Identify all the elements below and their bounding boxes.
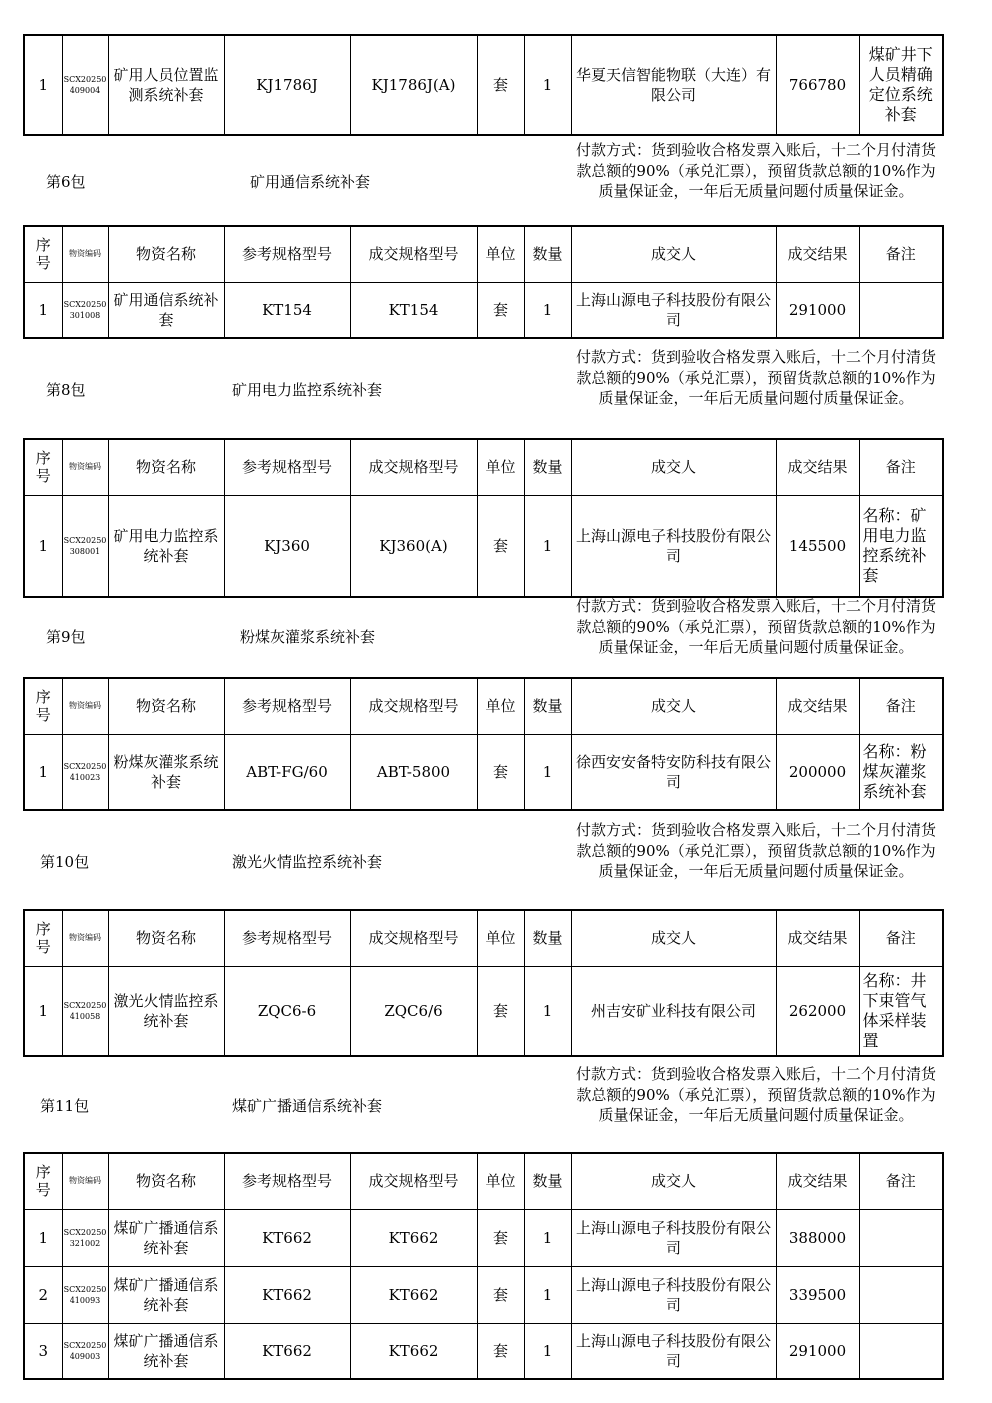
ref-spec: KT662 — [224, 1209, 350, 1266]
package-label: 第6包 — [46, 173, 86, 191]
row-no: 1 — [24, 282, 62, 338]
package-title: 矿用电力监控系统补套 — [232, 381, 383, 399]
header-result: 成交结果 — [776, 910, 859, 966]
unit: 套 — [477, 282, 524, 338]
material-name: 煤矿广播通信系统补套 — [108, 1266, 224, 1323]
ref-spec: KJ360 — [224, 495, 350, 597]
table-row — [24, 495, 943, 597]
header-unit: 单位 — [477, 439, 524, 495]
material-code: SCX20250 301008 — [62, 282, 108, 338]
row-no: 3 — [24, 1323, 62, 1379]
deal-spec: KT154 — [350, 282, 477, 338]
quantity: 1 — [524, 35, 571, 135]
deal-spec: KT662 — [350, 1266, 477, 1323]
payment-terms: 付款方式：货到验收合格发票入账后，十二个月付清货款总额的90%（承兑汇票），预留货款总额的10%作为质量保证金，一年后无质量问题付质量保证金。 — [575, 821, 936, 880]
payment-terms: 付款方式：货到验收合格发票入账后，十二个月付清货款总额的90%（承兑汇票），预留货款总额的10%作为质量保证金，一年后无质量问题付质量保证金。 — [575, 1065, 936, 1124]
payment-terms: 付款方式：货到验收合格发票入账后，十二个月付清货款总额的90%（承兑汇票），预留货款总额的10%作为质量保证金，一年后无质量问题付质量保证金。 — [575, 141, 936, 200]
header-ref-spec: 参考规格型号 — [224, 439, 350, 495]
material-name: 粉煤灰灌浆系统补套 — [108, 734, 224, 810]
ref-spec: ABT-FG/60 — [224, 734, 350, 810]
unit: 套 — [477, 966, 524, 1056]
deal-spec: KT662 — [350, 1209, 477, 1266]
material-name: 煤矿广播通信系统补套 — [108, 1209, 224, 1266]
table-row — [24, 282, 943, 338]
package-label: 第9包 — [46, 628, 86, 646]
ref-spec: KT662 — [224, 1323, 350, 1379]
table-row — [24, 1323, 943, 1379]
header-result: 成交结果 — [776, 1153, 859, 1209]
remark: 名称：矿用电力监控系统补套 — [859, 495, 943, 597]
header-remark: 备注 — [859, 439, 943, 495]
header-ref-spec: 参考规格型号 — [224, 678, 350, 734]
payment-terms: 付款方式：货到验收合格发票入账后，十二个月付清货款总额的90%（承兑汇票），预留货款总额的10%作为质量保证金，一年后无质量问题付质量保证金。 — [575, 348, 936, 407]
deal-party: 上海山源电子科技股份有限公司 — [571, 1209, 776, 1266]
header-result: 成交结果 — [776, 226, 859, 282]
header-qty: 数量 — [524, 678, 571, 734]
ref-spec: ZQC6-6 — [224, 966, 350, 1056]
unit: 套 — [477, 495, 524, 597]
header-remark: 备注 — [859, 678, 943, 734]
header-qty: 数量 — [524, 439, 571, 495]
quantity: 1 — [524, 734, 571, 810]
deal-spec: KJ1786J(A) — [350, 35, 477, 135]
remark: 名称：井下束管气体采样装置 — [859, 966, 943, 1056]
deal-spec: KT662 — [350, 1323, 477, 1379]
deal-result: 291000 — [776, 1323, 859, 1379]
deal-spec: ABT-5800 — [350, 734, 477, 810]
header-result: 成交结果 — [776, 439, 859, 495]
header-unit: 单位 — [477, 910, 524, 966]
material-code: SCX20250 410093 — [62, 1266, 108, 1323]
header-ref-spec: 参考规格型号 — [224, 1153, 350, 1209]
remark: 煤矿井下人员精确定位系统补套 — [859, 35, 943, 135]
material-name: 激光火情监控系统补套 — [108, 966, 224, 1056]
header-qty: 数量 — [524, 1153, 571, 1209]
header-qty: 数量 — [524, 226, 571, 282]
package-title: 激光火情监控系统补套 — [232, 853, 383, 871]
header-party: 成交人 — [571, 1153, 776, 1209]
header-name: 物资名称 — [108, 910, 224, 966]
material-code: SCX20250 410023 — [62, 734, 108, 810]
deal-result: 388000 — [776, 1209, 859, 1266]
header-unit: 单位 — [477, 678, 524, 734]
row-no: 1 — [24, 1209, 62, 1266]
package-table — [23, 1152, 944, 1380]
deal-spec: KJ360(A) — [350, 495, 477, 597]
deal-result: 262000 — [776, 966, 859, 1056]
header-unit: 单位 — [477, 226, 524, 282]
table-header-row — [24, 910, 943, 966]
row-no: 2 — [24, 1266, 62, 1323]
remark — [859, 282, 943, 338]
unit: 套 — [477, 1323, 524, 1379]
header-code: 物资编码 — [62, 226, 108, 282]
row-no: 1 — [24, 734, 62, 810]
header-name: 物资名称 — [108, 439, 224, 495]
table-header-row — [24, 1153, 943, 1209]
header-remark: 备注 — [859, 1153, 943, 1209]
material-code: SCX20250 321002 — [62, 1209, 108, 1266]
row-no: 1 — [24, 495, 62, 597]
header-remark: 备注 — [859, 226, 943, 282]
remark — [859, 1266, 943, 1323]
quantity: 1 — [524, 1323, 571, 1379]
header-no: 序号 — [24, 678, 62, 734]
header-party: 成交人 — [571, 439, 776, 495]
deal-spec: ZQC6/6 — [350, 966, 477, 1056]
quantity: 1 — [524, 282, 571, 338]
header-qty: 数量 — [524, 910, 571, 966]
material-code: SCX20250 410058 — [62, 966, 108, 1056]
deal-party: 徐西安安备特安防科技有限公司 — [571, 734, 776, 810]
header-no: 序号 — [24, 439, 62, 495]
table-row — [24, 966, 943, 1056]
header-code: 物资编码 — [62, 439, 108, 495]
package-title: 粉煤灰灌浆系统补套 — [240, 628, 376, 646]
header-no: 序号 — [24, 226, 62, 282]
header-code: 物资编码 — [62, 678, 108, 734]
header-no: 序号 — [24, 1153, 62, 1209]
deal-party: 华夏天信智能物联（大连）有限公司 — [571, 35, 776, 135]
material-name: 矿用电力监控系统补套 — [108, 495, 224, 597]
deal-party: 上海山源电子科技股份有限公司 — [571, 282, 776, 338]
header-no: 序号 — [24, 910, 62, 966]
ref-spec: KJ1786J — [224, 35, 350, 135]
remark: 名称：粉煤灰灌浆系统补套 — [859, 734, 943, 810]
remark — [859, 1209, 943, 1266]
header-party: 成交人 — [571, 678, 776, 734]
material-name: 煤矿广播通信系统补套 — [108, 1323, 224, 1379]
deal-result: 339500 — [776, 1266, 859, 1323]
header-result: 成交结果 — [776, 678, 859, 734]
deal-party: 上海山源电子科技股份有限公司 — [571, 495, 776, 597]
material-code: SCX20250 308001 — [62, 495, 108, 597]
ref-spec: KT154 — [224, 282, 350, 338]
package-table — [23, 909, 944, 1057]
ref-spec: KT662 — [224, 1266, 350, 1323]
unit: 套 — [477, 1266, 524, 1323]
payment-terms: 付款方式：货到验收合格发票入账后，十二个月付清货款总额的90%（承兑汇票），预留货款总额的10%作为质量保证金，一年后无质量问题付质量保证金。 — [575, 597, 936, 656]
material-code: SCX20250 409004 — [62, 35, 108, 135]
package-table — [23, 225, 944, 339]
table-header-row — [24, 226, 943, 282]
header-name: 物资名称 — [108, 1153, 224, 1209]
row-no: 1 — [24, 35, 62, 135]
deal-result: 291000 — [776, 282, 859, 338]
quantity: 1 — [524, 1209, 571, 1266]
quantity: 1 — [524, 966, 571, 1056]
package-title: 矿用通信系统补套 — [250, 173, 371, 191]
header-party: 成交人 — [571, 226, 776, 282]
header-deal-spec: 成交规格型号 — [350, 226, 477, 282]
material-name: 矿用人员位置监测系统补套 — [108, 35, 224, 135]
unit: 套 — [477, 734, 524, 810]
unit: 套 — [477, 1209, 524, 1266]
header-ref-spec: 参考规格型号 — [224, 910, 350, 966]
deal-result: 200000 — [776, 734, 859, 810]
table-row — [24, 1209, 943, 1266]
deal-party: 上海山源电子科技股份有限公司 — [571, 1266, 776, 1323]
header-party: 成交人 — [571, 910, 776, 966]
package-label: 第11包 — [40, 1097, 90, 1115]
package-table — [23, 438, 944, 598]
package-table — [23, 677, 944, 811]
remark — [859, 1323, 943, 1379]
row-no: 1 — [24, 966, 62, 1056]
unit: 套 — [477, 35, 524, 135]
deal-result: 766780 — [776, 35, 859, 135]
header-unit: 单位 — [477, 1153, 524, 1209]
header-code: 物资编码 — [62, 1153, 108, 1209]
quantity: 1 — [524, 1266, 571, 1323]
header-name: 物资名称 — [108, 678, 224, 734]
header-deal-spec: 成交规格型号 — [350, 678, 477, 734]
material-name: 矿用通信系统补套 — [108, 282, 224, 338]
header-name: 物资名称 — [108, 226, 224, 282]
table-row — [24, 35, 943, 135]
deal-party: 州吉安矿业科技有限公司 — [571, 966, 776, 1056]
table-header-row — [24, 439, 943, 495]
header-ref-spec: 参考规格型号 — [224, 226, 350, 282]
quantity: 1 — [524, 495, 571, 597]
header-deal-spec: 成交规格型号 — [350, 1153, 477, 1209]
header-remark: 备注 — [859, 910, 943, 966]
deal-result: 145500 — [776, 495, 859, 597]
package-title: 煤矿广播通信系统补套 — [232, 1097, 383, 1115]
package-label: 第10包 — [40, 853, 90, 871]
header-deal-spec: 成交规格型号 — [350, 439, 477, 495]
material-code: SCX20250 409003 — [62, 1323, 108, 1379]
deal-party: 上海山源电子科技股份有限公司 — [571, 1323, 776, 1379]
table-header-row — [24, 678, 943, 734]
table-row — [24, 734, 943, 810]
package-label: 第8包 — [46, 381, 86, 399]
header-deal-spec: 成交规格型号 — [350, 910, 477, 966]
top-table — [23, 34, 944, 136]
header-code: 物资编码 — [62, 910, 108, 966]
table-row — [24, 1266, 943, 1323]
